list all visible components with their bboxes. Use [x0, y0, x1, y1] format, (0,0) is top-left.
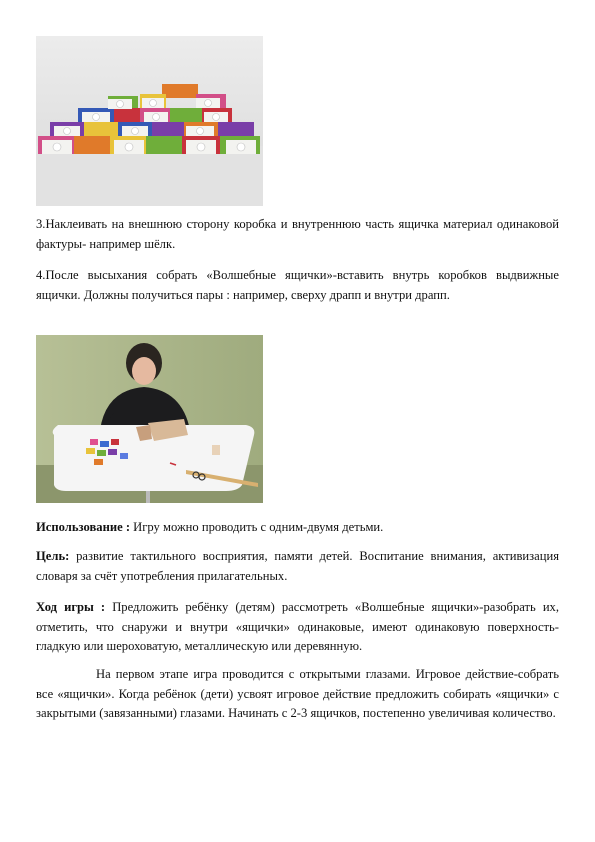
boxes-photo: [36, 36, 263, 206]
goal-text: развитие тактильного восприятия, памяти детей. Воспитание внимания, активизация словаря за счёт употребления прилагательных.: [36, 549, 559, 583]
usage-text: Игру можно проводить с одним-двумя детьми.: [130, 520, 384, 534]
game-procedure-text: Предложить ребёнку (детям) рассмотреть «Волшебные ящички»-разобрать их, отметить, что снаружи и внутри «ящички» одинаковые, имеют одинаковую поверхность-гладкую или шероховатую, металлическую или деревянную.: [36, 600, 559, 653]
workshop-photo-image: [36, 335, 263, 503]
first-stage-paragraph: На первом этапе игра проводится с открытыми глазами. Игровое действие-собрать все «ящички». Когда ребёнок (дети) усвоят игровое действие предложить собирать «ящички» с закрытыми (завязанными) глазами. Начинать с 2-3 ящичков, постепенно увеличивая количество.: [36, 667, 559, 720]
step-3-paragraph: 3.Наклеивать на внешнюю сторону коробка и внутреннюю часть ящичка материал одинаковой фактуры- например шёлк.: [36, 217, 559, 251]
boxes-photo-image: [36, 36, 263, 206]
usage-label: Использование :: [36, 520, 131, 534]
step-4-paragraph: 4.После высыхания собрать «Волшебные ящички»-вставить внутрь коробков выдвижные ящички. Должны получиться пары : например, сверху драпп и внутри драпп.: [36, 268, 559, 302]
game-procedure-paragraph: [36, 598, 559, 657]
game-procedure-label: Ход игры :: [36, 600, 106, 614]
goal-paragraph: [36, 547, 559, 586]
goal-label: Цель:: [36, 549, 70, 563]
usage-paragraph: [36, 518, 559, 538]
workshop-photo: [36, 335, 263, 503]
